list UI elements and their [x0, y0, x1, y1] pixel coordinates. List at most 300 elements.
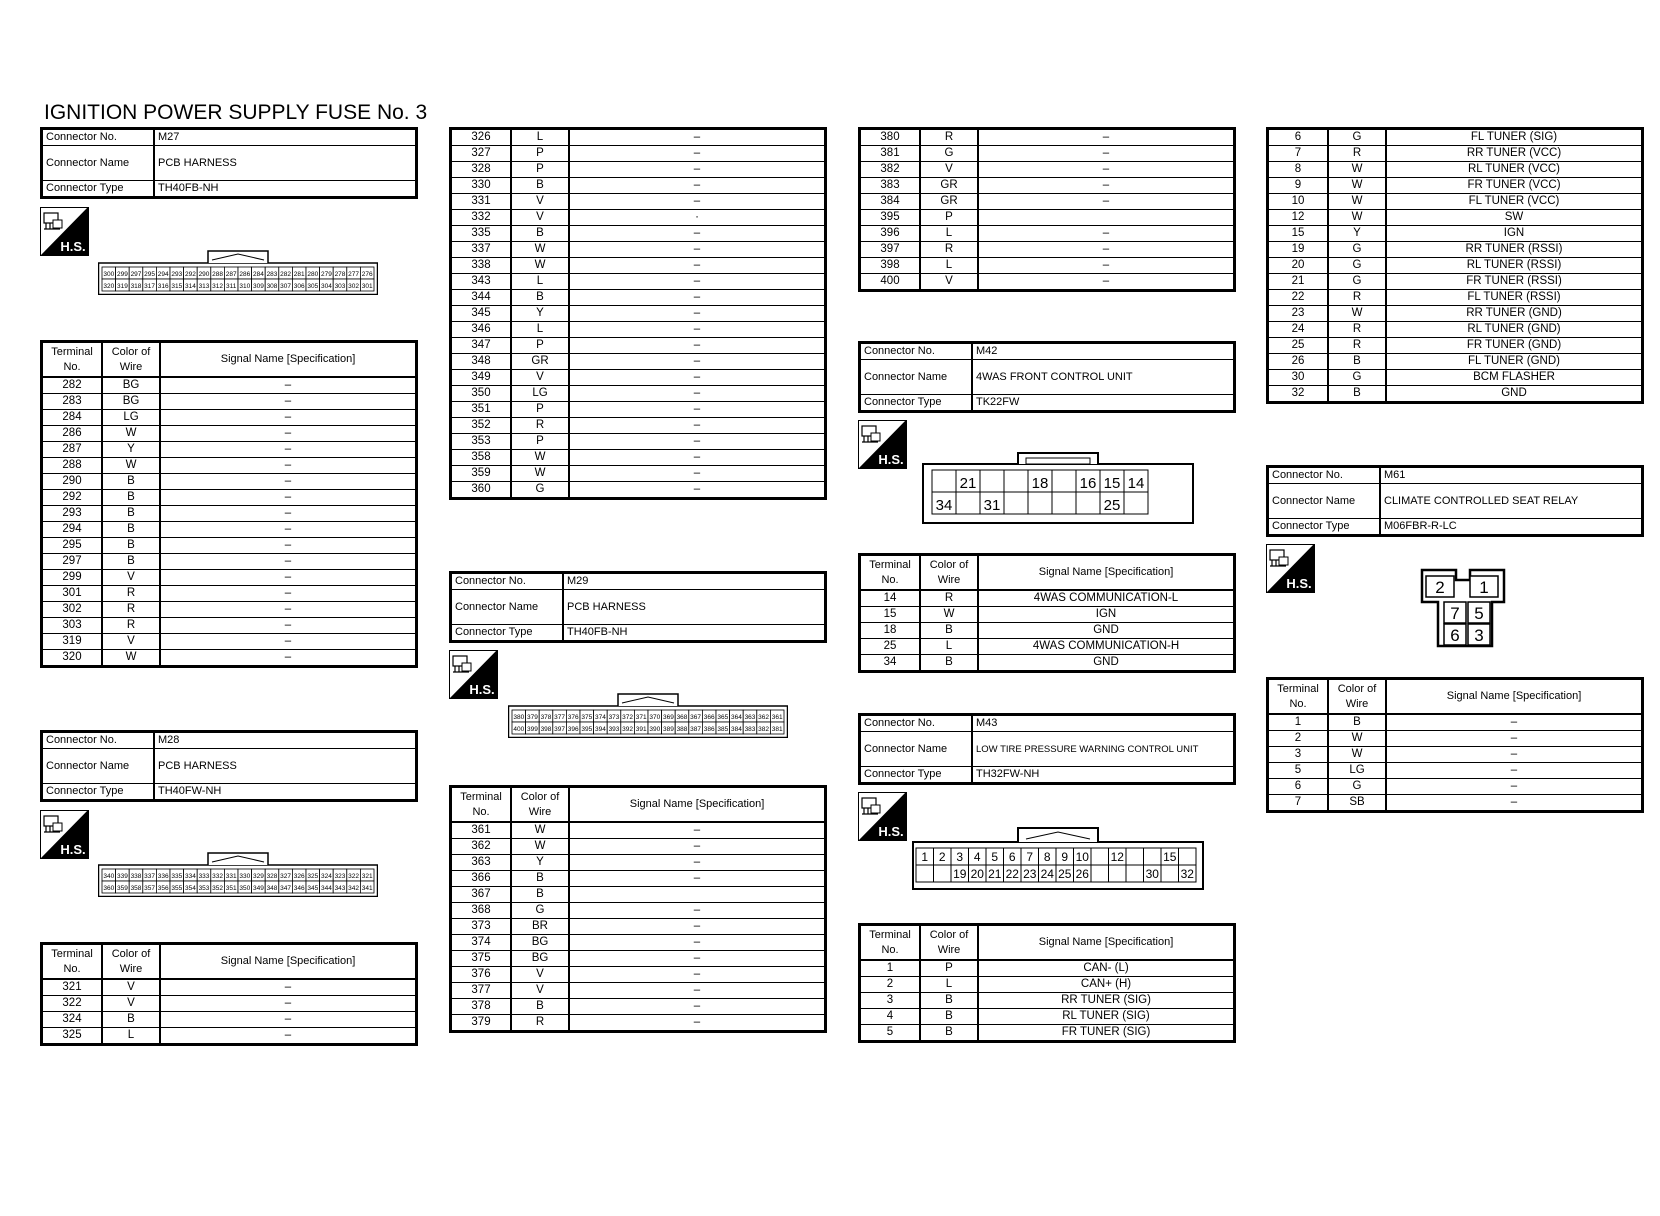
pin-number: 351	[225, 885, 237, 892]
pin-number: 328	[266, 873, 278, 880]
terminal-no-cell: 398	[860, 258, 921, 274]
terminal-no-cell: 3	[1268, 747, 1329, 763]
table-row	[451, 274, 826, 290]
table-row	[451, 306, 826, 322]
signal-name-cell: –	[160, 506, 417, 522]
connector-no-label: Connector No.	[42, 129, 155, 146]
terminal-no-cell: 328	[451, 162, 512, 178]
pin-number: 284	[252, 271, 264, 278]
table-header	[42, 342, 417, 378]
table-row	[42, 490, 417, 506]
wire-color-cell: W	[511, 466, 569, 482]
table-row	[42, 602, 417, 618]
connector-pin	[934, 865, 952, 882]
pin-number: 323	[334, 873, 346, 880]
signal-name-cell: –	[569, 466, 826, 482]
pin-number: 373	[608, 714, 620, 721]
connector-name-value: PCB HARNESS	[563, 590, 826, 625]
terminal-no-cell: 6	[1268, 129, 1329, 146]
wire-color-cell: V	[511, 967, 569, 983]
pin-number: 6	[1008, 850, 1016, 864]
signal-name-cell: CAN- (L)	[978, 960, 1235, 977]
terminal-no-cell: 324	[42, 1012, 103, 1028]
color-of-wire-header: Color of Wire	[1328, 679, 1386, 715]
wire-color-cell: W	[1328, 162, 1386, 178]
connector-type-value: TH32FW-NH	[972, 767, 1235, 784]
wire-color-cell: W	[1328, 194, 1386, 210]
signal-name-cell: –	[569, 386, 826, 402]
signal-name-cell: –	[978, 162, 1235, 178]
pin-number: 400	[513, 726, 525, 733]
signal-name-cell: –	[978, 146, 1235, 162]
table-row	[451, 258, 826, 274]
wire-color-cell: V	[920, 274, 978, 291]
signal-name-cell: RR TUNER (RSSI)	[1386, 242, 1643, 258]
table-row	[1268, 370, 1643, 386]
pin-number: 385	[717, 726, 729, 733]
wire-color-cell: L	[920, 226, 978, 242]
wire-color-cell: SB	[1328, 795, 1386, 812]
table-row	[42, 586, 417, 602]
wire-color-cell: L	[920, 977, 978, 993]
pin-number: 308	[266, 283, 278, 290]
column-1	[40, 127, 418, 199]
signal-name-cell: –	[160, 979, 417, 996]
terminal-no-cell: 21	[1268, 274, 1329, 290]
pin-number: 316	[157, 283, 169, 290]
signal-name-cell: –	[569, 967, 826, 983]
pin-number: 326	[293, 873, 305, 880]
pin-number: 24	[1040, 867, 1054, 881]
signal-name-cell: –	[160, 474, 417, 490]
pin-number: 21	[988, 867, 1002, 881]
terminal-no-cell: 322	[42, 996, 103, 1012]
signal-name-cell: RL TUNER (VCC)	[1386, 162, 1643, 178]
signal-name-cell: –	[569, 258, 826, 274]
hs-label: H.S.	[878, 824, 904, 839]
signal-name-cell: FR TUNER (GND)	[1386, 338, 1643, 354]
terminal-no-cell: 366	[451, 871, 512, 887]
table-row	[1268, 178, 1643, 194]
color-of-wire-header: Color of Wire	[102, 342, 160, 378]
pin-number: 357	[144, 885, 156, 892]
color-of-wire-header: Color of Wire	[920, 925, 978, 961]
pin-number: 20	[970, 867, 984, 881]
pin-number: 293	[171, 271, 183, 278]
terminal-no-cell: 349	[451, 370, 512, 386]
pin-number: 22	[1005, 867, 1019, 881]
terminal-no-cell: 383	[860, 178, 921, 194]
terminal-no-cell: 282	[42, 377, 103, 394]
pin-number: 315	[171, 283, 183, 290]
pin-number: 361	[771, 714, 783, 721]
pin-number: 363	[744, 714, 756, 721]
pin-number: 304	[320, 283, 332, 290]
terminal-no-cell: 327	[451, 146, 512, 162]
table-row	[860, 178, 1235, 194]
terminal-no-cell: 325	[42, 1028, 103, 1045]
pin-number: 396	[567, 726, 579, 733]
wire-color-cell: B	[1328, 354, 1386, 370]
signal-name-cell: –	[569, 129, 826, 146]
wire-color-cell: L	[511, 129, 569, 146]
terminal-no-cell: 284	[42, 410, 103, 426]
terminal-no-cell: 358	[451, 450, 512, 466]
terminal-no-cell: 362	[451, 839, 512, 855]
pin-number: 12	[1110, 850, 1124, 864]
pin-number: 369	[662, 714, 674, 721]
wire-color-cell: W	[1328, 210, 1386, 226]
harness-side-icon	[449, 650, 498, 699]
table-row	[860, 146, 1235, 162]
terminal-table-m42	[858, 553, 1236, 673]
wire-color-cell: LG	[511, 386, 569, 402]
pin-number: 394	[594, 726, 606, 733]
wire-color-cell: W	[1328, 747, 1386, 763]
connector-pin	[1161, 865, 1179, 882]
pin-number: 21	[959, 475, 977, 492]
wire-color-cell: W	[1328, 178, 1386, 194]
wire-color-cell: V	[920, 162, 978, 178]
wire-color-cell: G	[1328, 779, 1386, 795]
pin-number: 342	[348, 885, 360, 892]
signal-name-cell: RR TUNER (GND)	[1386, 306, 1643, 322]
table-row	[1268, 306, 1643, 322]
pin-number: 2	[938, 850, 946, 864]
wire-color-cell: V	[102, 570, 160, 586]
wire-color-cell: L	[102, 1028, 160, 1045]
terminal-no-cell: 1	[860, 960, 921, 977]
color-of-wire-header: Color of Wire	[511, 787, 569, 823]
terminal-no-cell: 352	[451, 418, 512, 434]
table-row	[451, 418, 826, 434]
pin-number: 286	[239, 271, 251, 278]
table-row	[42, 650, 417, 667]
pin-number: 278	[334, 271, 346, 278]
wire-color-cell: V	[511, 370, 569, 386]
signal-name-cell: –	[569, 354, 826, 370]
signal-name-cell: –	[569, 418, 826, 434]
signal-name-cell: –	[569, 434, 826, 450]
terminal-no-cell: 368	[451, 903, 512, 919]
terminal-no-cell: 286	[42, 426, 103, 442]
terminal-no-cell: 381	[860, 146, 921, 162]
signal-name-cell: –	[569, 274, 826, 290]
pin-number: 378	[540, 714, 552, 721]
terminal-no-cell: 348	[451, 354, 512, 370]
terminal-no-header: Terminal No.	[1268, 679, 1329, 715]
connector-pin	[916, 865, 934, 882]
pin-number: 313	[198, 283, 210, 290]
terminal-no-cell: 2	[1268, 731, 1329, 747]
table-row	[451, 178, 826, 194]
hs-label: H.S.	[60, 842, 86, 857]
signal-name-cell: –	[160, 1012, 417, 1028]
hs-label: H.S.	[878, 452, 904, 467]
terminal-no-cell: 320	[42, 650, 103, 667]
table-row	[42, 1012, 417, 1028]
terminal-no-cell: 380	[860, 129, 921, 146]
signal-name-cell: –	[569, 482, 826, 499]
connector-pin	[932, 470, 956, 492]
table-row	[1268, 258, 1643, 274]
table-row	[42, 570, 417, 586]
pin-number: 345	[307, 885, 319, 892]
terminal-no-cell: 303	[42, 618, 103, 634]
terminal-no-header: Terminal No.	[451, 787, 512, 823]
signal-name-cell: –	[569, 983, 826, 999]
pin-number: 305	[307, 283, 319, 290]
pin-number: 333	[198, 873, 210, 880]
connector-name-value: PCB HARNESS	[154, 749, 417, 784]
pin-number: 311	[226, 283, 237, 290]
terminal-no-cell: 15	[1268, 226, 1329, 242]
wire-color-cell: R	[102, 586, 160, 602]
terminal-no-cell: 301	[42, 586, 103, 602]
signal-name-cell: –	[569, 162, 826, 178]
terminal-no-cell: 353	[451, 434, 512, 450]
table-row	[1268, 322, 1643, 338]
hs-label: H.S.	[60, 239, 86, 254]
terminal-no-cell: 319	[42, 634, 103, 650]
signal-name-cell: –	[160, 522, 417, 538]
connector-name-value: CLIMATE CONTROLLED SEAT RELAY	[1380, 484, 1643, 519]
wire-color-cell: P	[511, 146, 569, 162]
harness-side-icon	[858, 420, 907, 469]
table-header	[451, 787, 826, 823]
terminal-no-cell: 379	[451, 1015, 512, 1032]
wire-color-cell: W	[1328, 306, 1386, 322]
pin-number: 337	[144, 873, 156, 880]
pin-number: 354	[184, 885, 196, 892]
signal-name-cell: –	[569, 839, 826, 855]
terminal-no-cell: 3	[860, 993, 921, 1009]
connector-no-label: Connector No.	[451, 573, 564, 590]
table-row	[860, 274, 1235, 291]
wire-color-cell: B	[102, 522, 160, 538]
terminal-no-cell: 7	[1268, 146, 1329, 162]
pin-number: 384	[730, 726, 742, 733]
signal-name-cell: –	[569, 935, 826, 951]
pin-number: 16	[1079, 475, 1097, 492]
pin-number: 388	[676, 726, 688, 733]
table-row	[860, 655, 1235, 672]
wire-color-cell: G	[1328, 242, 1386, 258]
pin-number: 343	[334, 885, 346, 892]
pin-number: 376	[567, 714, 579, 721]
pin-number: 321	[361, 873, 373, 880]
signal-name-cell: –	[978, 258, 1235, 274]
table-row	[451, 1015, 826, 1032]
table-row	[1268, 338, 1643, 354]
table-row	[42, 474, 417, 490]
connector-info-m28	[40, 730, 418, 802]
pin-number: 1	[921, 850, 929, 864]
connector-info-m29	[449, 571, 827, 643]
wire-color-cell: Y	[102, 442, 160, 458]
table-row	[451, 466, 826, 482]
wire-color-cell: V	[511, 194, 569, 210]
pin-number: 34	[935, 497, 953, 514]
wire-color-cell: W	[102, 426, 160, 442]
pin-number: 297	[130, 271, 142, 278]
signal-name-cell: –	[569, 951, 826, 967]
signal-name-cell: RL TUNER (GND)	[1386, 322, 1643, 338]
pin-number: 392	[622, 726, 634, 733]
terminal-no-cell: 32	[1268, 386, 1329, 403]
terminal-no-cell: 30	[1268, 370, 1329, 386]
terminal-no-cell: 290	[42, 474, 103, 490]
pin-number: 2	[1435, 578, 1445, 597]
table-row	[860, 258, 1235, 274]
terminal-no-cell: 373	[451, 919, 512, 935]
pin-number: 375	[581, 714, 593, 721]
wire-color-cell: B	[511, 290, 569, 306]
signal-name-cell: –	[569, 178, 826, 194]
signal-name-cell: 4WAS COMMUNICATION-H	[978, 639, 1235, 655]
table-row	[860, 1025, 1235, 1042]
signal-name-cell: ·	[569, 210, 826, 226]
pin-number: 302	[348, 283, 360, 290]
signal-name-cell: –	[569, 903, 826, 919]
connector-pin	[1028, 492, 1052, 514]
connector-pin	[1052, 470, 1076, 492]
table-row	[451, 967, 826, 983]
pin-number: 341	[361, 885, 373, 892]
pin-number: 277	[348, 271, 360, 278]
signal-name-cell: RR TUNER (SIG)	[978, 993, 1235, 1009]
signal-name-cell: –	[160, 538, 417, 554]
terminal-no-cell: 15	[860, 607, 921, 623]
table-row	[1268, 146, 1643, 162]
pin-number: 10	[1075, 850, 1089, 864]
connector-name-label: Connector Name	[451, 590, 564, 625]
pin-number: 288	[212, 271, 224, 278]
connector-type-label: Connector Type	[451, 625, 564, 642]
pin-number: 397	[554, 726, 566, 733]
table-row	[451, 983, 826, 999]
connector-type-value: TH40FB-NH	[563, 625, 826, 642]
wire-color-cell: B	[511, 178, 569, 194]
wire-color-cell: GR	[920, 178, 978, 194]
table-row	[451, 402, 826, 418]
pin-number: 31	[983, 497, 1001, 514]
pin-number: 340	[103, 873, 115, 880]
pin-number: 368	[676, 714, 688, 721]
table-row	[451, 354, 826, 370]
pin-number: 349	[252, 885, 264, 892]
terminal-no-cell: 395	[860, 210, 921, 226]
signal-name-cell: –	[569, 290, 826, 306]
terminal-no-cell: 375	[451, 951, 512, 967]
signal-name-cell: RL TUNER (RSSI)	[1386, 258, 1643, 274]
pin-number: 336	[157, 873, 169, 880]
wire-color-cell: GR	[920, 194, 978, 210]
table-row	[1268, 274, 1643, 290]
color-of-wire-header: Color of Wire	[920, 555, 978, 591]
connector-name-label: Connector Name	[1268, 484, 1381, 519]
connector-pin	[1179, 848, 1197, 865]
table-row	[42, 458, 417, 474]
pin-number: 299	[116, 271, 128, 278]
terminal-no-cell: 351	[451, 402, 512, 418]
terminal-no-cell: 292	[42, 490, 103, 506]
wire-color-cell: BG	[102, 377, 160, 394]
pin-number: 3	[1474, 626, 1484, 645]
wire-color-cell: Y	[511, 306, 569, 322]
connector-pin	[1052, 492, 1076, 514]
terminal-no-cell: 350	[451, 386, 512, 402]
connector-name-value: PCB HARNESS	[154, 146, 417, 181]
table-row	[42, 426, 417, 442]
signal-name-cell: –	[569, 450, 826, 466]
signal-name-cell: –	[160, 490, 417, 506]
pin-number: 280	[307, 271, 319, 278]
wire-color-cell: R	[1328, 290, 1386, 306]
wire-color-cell: R	[511, 1015, 569, 1032]
wire-color-cell: P	[511, 402, 569, 418]
pin-number: 358	[130, 885, 142, 892]
terminal-no-cell: 25	[1268, 338, 1329, 354]
hs-icon	[858, 792, 907, 841]
harness-side-icon	[40, 810, 89, 859]
terminal-table-m29	[449, 785, 827, 1033]
terminal-no-cell: 34	[860, 655, 921, 672]
terminal-no-cell: 25	[860, 639, 921, 655]
connector-type-label: Connector Type	[42, 181, 155, 198]
terminal-no-cell: 14	[860, 590, 921, 607]
connector-no-value: M29	[563, 573, 826, 590]
signal-name-cell: RR TUNER (VCC)	[1386, 146, 1643, 162]
table-row	[1268, 714, 1643, 731]
terminal-no-header: Terminal No.	[42, 342, 103, 378]
terminal-no-cell: 376	[451, 967, 512, 983]
table-row	[451, 482, 826, 499]
hs-label: H.S.	[1286, 576, 1312, 591]
terminal-no-cell: 332	[451, 210, 512, 226]
connector-info-m42	[858, 341, 1236, 413]
table-row	[451, 290, 826, 306]
wire-color-cell: V	[511, 210, 569, 226]
signal-name-cell: –	[569, 855, 826, 871]
connector-face-m61	[1420, 568, 1510, 648]
pin-number: 14	[1127, 475, 1145, 492]
wire-color-cell: B	[920, 1009, 978, 1025]
table-row	[1268, 210, 1643, 226]
table-row	[860, 194, 1235, 210]
terminal-no-cell: 343	[451, 274, 512, 290]
connector-pin	[1126, 848, 1144, 865]
signal-name-cell: –	[160, 426, 417, 442]
wire-color-cell: B	[511, 226, 569, 242]
pin-number: 318	[130, 283, 142, 290]
signal-name-header: Signal Name [Specification]	[160, 944, 417, 980]
wire-color-cell: L	[920, 639, 978, 655]
table-row	[451, 370, 826, 386]
wire-color-cell: L	[511, 322, 569, 338]
connector-pin	[1091, 865, 1109, 882]
terminal-no-cell: 23	[1268, 306, 1329, 322]
pin-number: 399	[526, 726, 538, 733]
connector-pin-face	[98, 852, 378, 897]
table-row	[42, 1028, 417, 1045]
terminal-no-cell: 347	[451, 338, 512, 354]
pin-number: 7	[1026, 850, 1034, 864]
connector-pin	[956, 492, 980, 514]
table-row	[1268, 226, 1643, 242]
terminal-no-cell: 345	[451, 306, 512, 322]
pin-number: 4	[973, 850, 981, 864]
